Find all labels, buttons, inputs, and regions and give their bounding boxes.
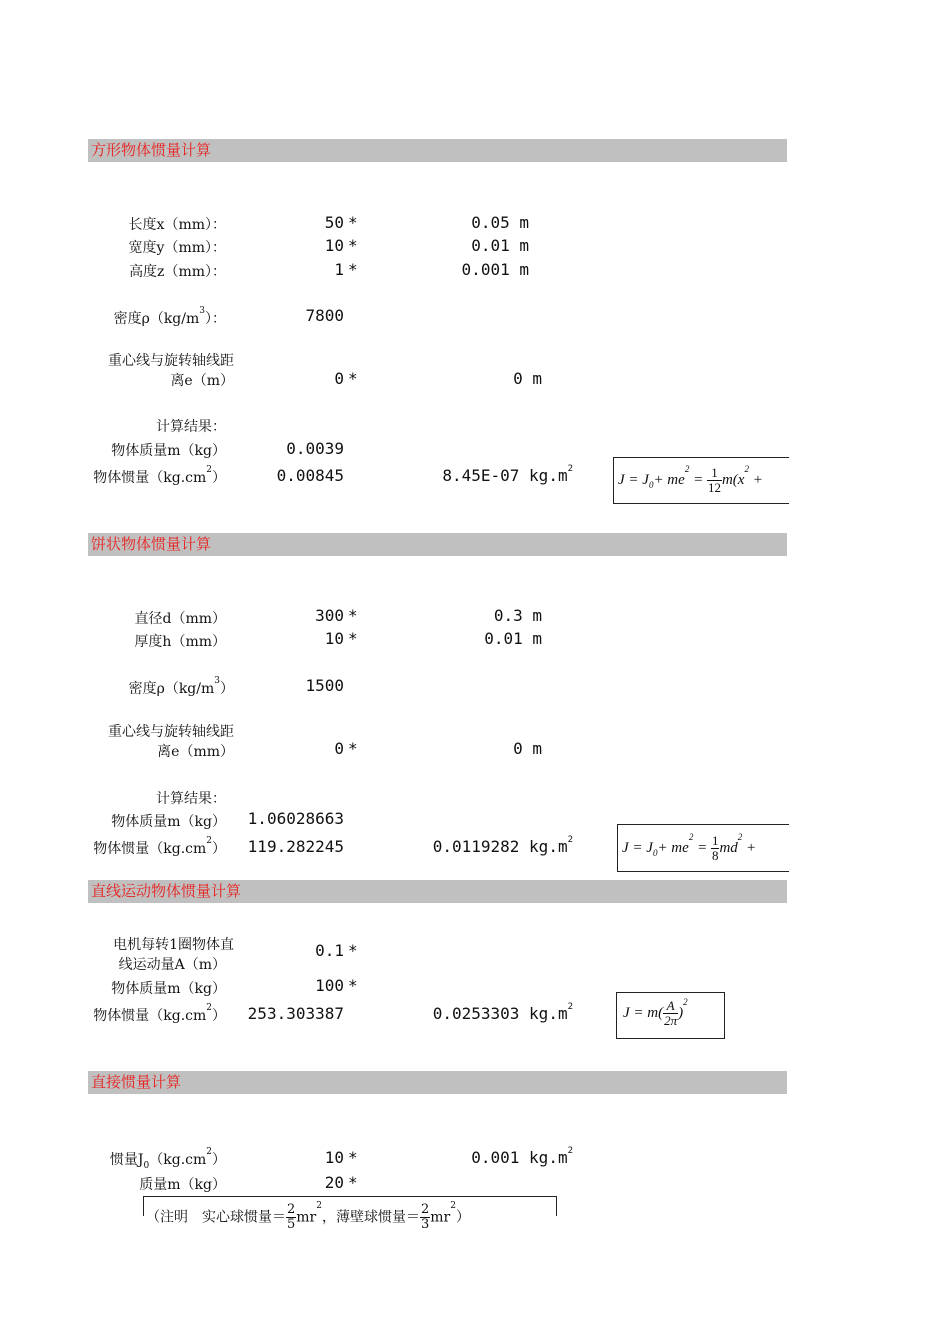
length-input[interactable]: 50 xyxy=(324,213,344,232)
input-marker: * xyxy=(348,260,358,279)
sphere-inertia-note xyxy=(143,1196,557,1232)
formula-lhs: J = J xyxy=(618,471,649,488)
offset-converted-value: 0 xyxy=(513,369,523,388)
linear-inertia-formula xyxy=(616,992,725,1039)
note-denominator: 5 xyxy=(287,1217,296,1232)
note-mid: mr xyxy=(296,1209,317,1226)
formula-equals: = xyxy=(693,471,704,488)
direct-section-title: 直接惯量计算 xyxy=(91,1073,182,1091)
fraction-denominator: 8 xyxy=(711,848,719,863)
superscript-2: 2 xyxy=(684,464,690,474)
input-marker: * xyxy=(348,606,358,625)
disk-section-header xyxy=(88,533,787,556)
superscript-2: 2 xyxy=(450,1201,456,1211)
density-label xyxy=(129,678,234,698)
motion-input[interactable]: 0.1 xyxy=(315,941,344,960)
superscript-3: 3 xyxy=(199,306,205,316)
input-marker: * xyxy=(348,1148,358,1167)
inertia-label-tail: ） xyxy=(212,470,226,486)
offset-label-line2: 离e（mm） xyxy=(157,744,234,760)
result-label: 计算结果： xyxy=(156,419,226,435)
note-close: ） xyxy=(455,1209,470,1226)
mass-value: 1.06028663 xyxy=(247,809,344,828)
input-marker: * xyxy=(348,629,358,648)
unit-m: m xyxy=(532,629,542,648)
diameter-converted-value: 0.3 xyxy=(493,606,523,625)
density-label xyxy=(114,308,226,328)
diameter-label: 直径d（mm） xyxy=(134,611,226,627)
mass-label: 物体质量m（kg） xyxy=(111,443,226,459)
inertia-label-tail: ） xyxy=(212,1008,226,1024)
density-label-text: 密度ρ（kg/m xyxy=(128,681,215,697)
thickness-label: 厚度h（mm） xyxy=(134,634,226,650)
unit-kgm: kg.m xyxy=(529,1004,568,1023)
subscript-0: 0 xyxy=(648,479,654,490)
note-open: （注明 实心球惯量＝ xyxy=(146,1209,286,1226)
mass-label: 物体质量m（kg） xyxy=(111,814,226,830)
inertia-converted-value: 8.45E-07 xyxy=(442,466,520,485)
superscript-2: 2 xyxy=(206,1147,212,1157)
height-converted-value: 0.001 xyxy=(461,260,510,279)
direct-mass-input[interactable]: 20 xyxy=(324,1173,344,1192)
superscript-2: 2 xyxy=(206,1003,212,1013)
inertia-converted xyxy=(433,837,573,856)
subscript-0: 0 xyxy=(143,1160,150,1171)
superscript-2: 2 xyxy=(688,832,694,842)
inertia-label-tail: ） xyxy=(212,841,226,857)
disk-inertia-formula xyxy=(617,824,789,872)
input-marker: * xyxy=(348,941,358,960)
length-label: 长度x（mm）： xyxy=(128,217,226,233)
inertia-value: 253.303387 xyxy=(247,1004,344,1023)
note-fraction xyxy=(420,1203,430,1232)
unit-m: m xyxy=(532,606,542,625)
inertia-value: 119.282245 xyxy=(247,837,344,856)
inertia-label-text: 物体惯量（kg.cm xyxy=(93,470,207,486)
height-input[interactable]: 1 xyxy=(334,260,344,279)
formula-plus: + xyxy=(748,471,763,488)
superscript-2: 2 xyxy=(744,464,749,474)
diameter-input[interactable]: 300 xyxy=(315,606,344,625)
inertia-label-text: 物体惯量（kg.cm xyxy=(93,1008,207,1024)
direct-inertia-label xyxy=(110,1149,226,1171)
formula-tail: m(x xyxy=(721,471,745,488)
inertia-label-text: 惯量J xyxy=(109,1152,144,1168)
inertia-value: 0.00845 xyxy=(276,466,344,485)
superscript-2: 2 xyxy=(567,835,573,845)
superscript-2: 2 xyxy=(206,836,212,846)
inertia-converted-value: 0.001 xyxy=(471,1148,520,1167)
superscript-2: 2 xyxy=(567,464,573,474)
density-label-tail: ） xyxy=(220,681,234,697)
box-inertia-formula xyxy=(613,457,789,504)
note-fraction xyxy=(286,1203,296,1232)
inertia-converted-value: 0.0253303 xyxy=(432,1004,520,1023)
unit-kgm: kg.m xyxy=(529,1148,568,1167)
direct-inertia-input[interactable]: 10 xyxy=(324,1148,344,1167)
thickness-converted xyxy=(484,629,542,648)
note-denominator: 3 xyxy=(420,1217,430,1232)
fraction-numerator: A xyxy=(663,999,678,1014)
width-converted xyxy=(471,236,529,255)
formula-lhs: J = J xyxy=(622,839,653,856)
height-label: 高度z（mm）： xyxy=(129,264,226,280)
width-label: 宽度y（mm）： xyxy=(128,240,226,256)
input-marker: * xyxy=(348,739,358,758)
offset-input[interactable]: 0 xyxy=(334,739,344,758)
mass-label: 物体质量m（kg） xyxy=(111,981,226,997)
formula-fraction xyxy=(707,466,722,495)
inertia-converted xyxy=(433,1004,573,1023)
input-marker: * xyxy=(348,213,358,232)
diameter-converted xyxy=(494,606,542,625)
offset-label-line1: 重心线与旋转轴线距 xyxy=(108,724,234,740)
direct-inertia-converted xyxy=(471,1148,573,1167)
formula-fraction xyxy=(663,999,678,1028)
motion-label-line2: 线运动量A（m） xyxy=(118,957,226,973)
note-numerator: 2 xyxy=(420,1202,430,1217)
box-section-header xyxy=(88,139,787,162)
direct-mass-label: 质量m（kg） xyxy=(139,1177,226,1193)
linear-section-header xyxy=(88,880,787,903)
fraction-denominator: 2π xyxy=(664,1013,678,1028)
thickness-input[interactable]: 10 xyxy=(324,629,344,648)
fraction-numerator: 1 xyxy=(711,833,719,848)
unit-m: m xyxy=(532,369,542,388)
inertia-label-tail: ） xyxy=(212,1152,226,1168)
input-marker: * xyxy=(348,1173,358,1192)
superscript-2: 2 xyxy=(683,997,688,1007)
superscript-2: 2 xyxy=(567,1002,573,1012)
inertia-converted-value: 0.0119282 xyxy=(432,837,520,856)
width-input[interactable]: 10 xyxy=(324,236,344,255)
height-converted xyxy=(462,260,529,279)
formula-tail: ) xyxy=(678,1004,684,1021)
note-tail: mr xyxy=(430,1209,451,1226)
note-hollow: ，薄壁球惯量＝ xyxy=(321,1209,420,1226)
offset-input[interactable]: 0 xyxy=(334,369,344,388)
inertia-label-text: 物体惯量（kg.cm xyxy=(93,841,207,857)
fraction-numerator: 1 xyxy=(707,466,722,481)
disk-section-title: 饼状物体惯量计算 xyxy=(91,535,212,553)
superscript-2: 2 xyxy=(737,832,743,842)
input-marker: * xyxy=(348,369,358,388)
mass-value: 0.0039 xyxy=(286,439,344,458)
offset-converted xyxy=(513,369,542,388)
inertia-label xyxy=(93,838,226,858)
superscript-3: 3 xyxy=(214,676,220,686)
unit-m: m xyxy=(519,236,529,255)
length-converted-value: 0.05 xyxy=(471,213,510,232)
formula-lhs: J = m( xyxy=(623,1004,664,1021)
inertia-label-unit: （kg.cm xyxy=(149,1152,207,1168)
input-marker: * xyxy=(348,976,358,995)
unit-m: m xyxy=(519,213,529,232)
superscript-2: 2 xyxy=(206,465,212,475)
box-section-title: 方形物体惯量计算 xyxy=(91,141,212,159)
fraction-denominator: 12 xyxy=(707,480,721,495)
note-numerator: 2 xyxy=(287,1202,296,1217)
superscript-2: 2 xyxy=(567,1146,573,1156)
subscript-0: 0 xyxy=(652,847,658,858)
mass-input[interactable]: 100 xyxy=(315,976,344,995)
unit-m: m xyxy=(519,260,529,279)
density-label-text: 密度ρ（kg/m xyxy=(113,311,200,327)
motion-label-line1: 电机每转1圈物体直 xyxy=(113,937,234,953)
length-converted xyxy=(471,213,529,232)
offset-label-line1: 重心线与旋转轴线距 xyxy=(108,353,234,369)
thickness-converted-value: 0.01 xyxy=(484,629,523,648)
formula-tail: md xyxy=(719,839,738,856)
superscript-2: 2 xyxy=(316,1201,322,1211)
density-input[interactable]: 1500 xyxy=(305,676,344,695)
offset-converted xyxy=(513,739,542,758)
formula-mid: + me xyxy=(653,471,685,488)
input-marker: * xyxy=(348,236,358,255)
offset-label-line2: 离e（m） xyxy=(170,373,234,389)
direct-section-header xyxy=(88,1071,787,1094)
density-input[interactable]: 7800 xyxy=(305,306,344,325)
inertia-converted xyxy=(442,466,573,485)
formula-mid: + me xyxy=(657,839,689,856)
unit-kgm: kg.m xyxy=(529,466,568,485)
unit-m: m xyxy=(532,739,542,758)
width-converted-value: 0.01 xyxy=(471,236,510,255)
linear-section-title: 直线运动物体惯量计算 xyxy=(91,882,242,900)
inertia-label xyxy=(93,1005,226,1025)
formula-plus: + xyxy=(742,839,757,856)
result-label: 计算结果： xyxy=(156,791,226,807)
formula-equals: = xyxy=(697,839,708,856)
density-label-tail: ）： xyxy=(205,311,226,327)
unit-kgm: kg.m xyxy=(529,837,568,856)
inertia-label xyxy=(93,467,226,487)
offset-converted-value: 0 xyxy=(513,739,523,758)
